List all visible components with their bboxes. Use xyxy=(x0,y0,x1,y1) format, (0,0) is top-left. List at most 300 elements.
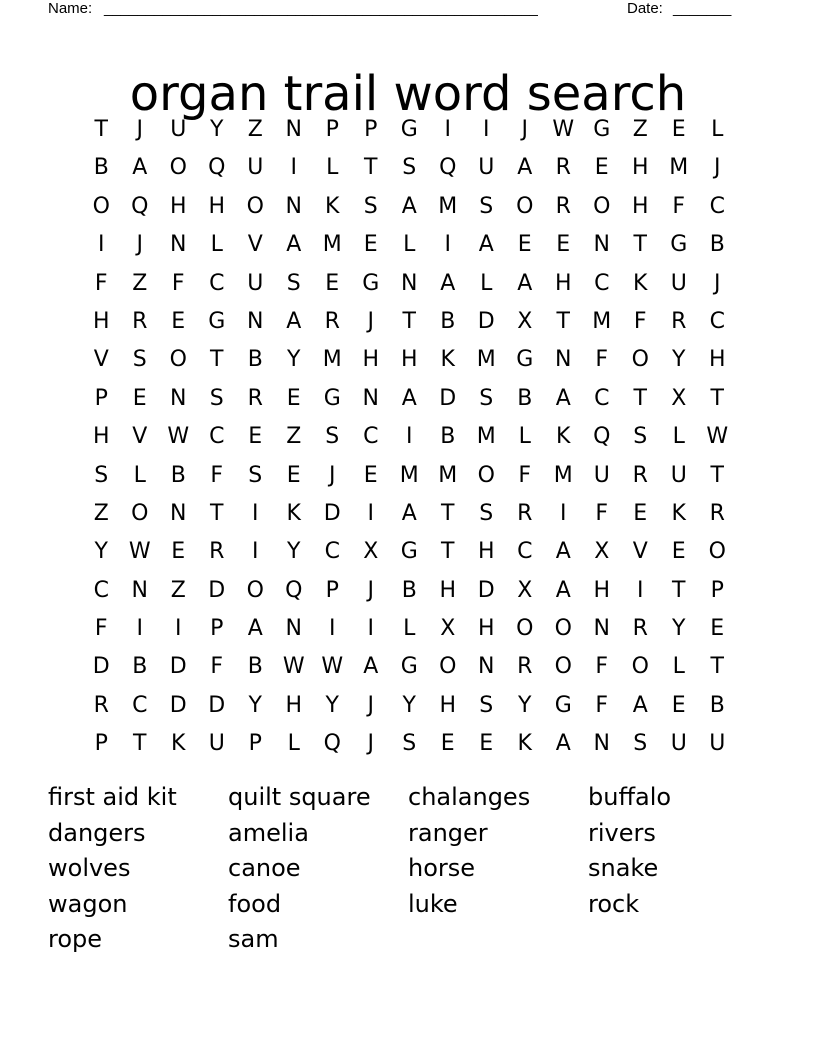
grid-letter: O xyxy=(131,500,149,526)
grid-letter: S xyxy=(633,424,648,450)
grid-letter: E xyxy=(671,117,686,142)
grid-letter: B xyxy=(170,462,186,488)
grid-letter: R xyxy=(517,654,533,680)
grid-letter: Q xyxy=(323,731,341,757)
grid-letter: Z xyxy=(93,500,109,526)
grid-letter: N xyxy=(131,577,148,603)
grid-letter: T xyxy=(402,308,416,334)
grid-letter: P xyxy=(325,117,339,142)
grid-letter: J xyxy=(714,270,721,296)
grid-letter: O xyxy=(593,193,611,219)
grid-letter: R xyxy=(93,692,109,718)
grid-letter: M xyxy=(322,347,342,373)
grid-letter: T xyxy=(210,500,224,526)
grid-letter: U xyxy=(709,731,726,757)
word-list-item: ranger xyxy=(408,818,488,847)
grid-letter: E xyxy=(171,308,186,334)
grid-letter: X xyxy=(671,385,687,411)
word-list-item: rope xyxy=(48,925,103,954)
word-list-item: snake xyxy=(588,854,659,883)
name-line: ____________________________________________________ xyxy=(104,0,538,17)
grid-letter: N xyxy=(478,654,495,680)
grid-letter: Y xyxy=(672,616,686,642)
grid-letter: M xyxy=(476,347,496,373)
grid-letter: G xyxy=(400,539,418,565)
grid-letter: N xyxy=(593,232,610,258)
grid-letter: O xyxy=(246,193,264,219)
grid-letter: G xyxy=(362,270,380,296)
grid-letter: P xyxy=(210,616,224,642)
grid-letter: S xyxy=(325,424,340,450)
grid-letter: I xyxy=(406,424,413,450)
grid-letter: E xyxy=(710,616,725,642)
grid-letter: K xyxy=(325,193,340,219)
grid-letter: K xyxy=(633,270,648,296)
grid-letter: O xyxy=(169,155,187,181)
grid-letter: P xyxy=(325,577,339,603)
grid-letter: N xyxy=(285,117,302,142)
grid-letter: S xyxy=(633,731,648,757)
grid-letter: B xyxy=(132,654,148,680)
grid-letter: J xyxy=(136,232,143,258)
grid-letter: N xyxy=(593,616,610,642)
grid-letter: I xyxy=(252,500,259,526)
word-list-item: luke xyxy=(408,889,458,918)
grid-letter: E xyxy=(479,731,494,757)
grid-letter: P xyxy=(248,731,262,757)
grid-letter: N xyxy=(170,500,187,526)
grid-letter: H xyxy=(400,347,418,373)
grid-letter: J xyxy=(329,462,336,488)
name-label: Name: xyxy=(48,0,93,17)
grid-letter: Z xyxy=(132,270,148,296)
grid-letter: E xyxy=(440,731,455,757)
grid-letter: N xyxy=(170,232,187,258)
grid-letter: C xyxy=(93,577,109,603)
grid-letter: E xyxy=(633,500,648,526)
word-list-item: buffalo xyxy=(588,783,672,811)
grid-letter: J xyxy=(136,117,143,142)
grid-letter: M xyxy=(438,462,458,488)
grid-letter: X xyxy=(517,577,533,603)
grid-letter: K xyxy=(556,424,571,450)
grid-letter: L xyxy=(326,155,339,181)
grid-letter: F xyxy=(94,616,108,642)
grid-letter: T xyxy=(710,654,724,680)
grid-letter: X xyxy=(517,308,533,334)
grid-letter: Q xyxy=(439,155,457,181)
grid-letter: D xyxy=(169,692,187,718)
word-list xyxy=(48,780,768,958)
grid-letter: F xyxy=(595,500,609,526)
grid-letter: W xyxy=(128,539,151,565)
grid-letter: R xyxy=(209,539,225,565)
date-label: Date: xyxy=(627,0,663,17)
grid-letter: M xyxy=(322,232,342,258)
grid-letter: O xyxy=(631,347,649,373)
grid-letter: J xyxy=(367,692,374,718)
grid-letter: O xyxy=(92,193,110,219)
grid-letter: A xyxy=(555,385,571,411)
word-list-item: rivers xyxy=(588,818,656,847)
grid-letter: W xyxy=(552,117,575,142)
grid-letter: H xyxy=(631,155,649,181)
grid-letter: G xyxy=(323,385,341,411)
grid-letter: B xyxy=(401,577,417,603)
grid-letter: V xyxy=(632,539,648,565)
grid-letter: K xyxy=(171,731,186,757)
grid-letter: E xyxy=(671,539,686,565)
word-list-item: food xyxy=(228,889,282,918)
grid-letter: F xyxy=(171,270,185,296)
grid-letter: E xyxy=(171,539,186,565)
word-list-item: horse xyxy=(408,854,476,883)
grid-letter: A xyxy=(363,654,379,680)
grid-letter: B xyxy=(440,424,456,450)
grid-letter: F xyxy=(672,193,686,219)
grid-letter: T xyxy=(133,731,147,757)
grid-letter: Q xyxy=(593,424,611,450)
grid-letter: L xyxy=(133,462,146,488)
grid-letter: M xyxy=(399,462,419,488)
grid-letter: Y xyxy=(325,692,339,718)
grid-letter: J xyxy=(367,731,374,757)
grid-letter: S xyxy=(479,385,494,411)
grid-letter: A xyxy=(401,500,417,526)
grid-letter: C xyxy=(363,424,379,450)
grid-letter: W xyxy=(167,424,190,450)
grid-letter: H xyxy=(477,616,495,642)
grid-letter: E xyxy=(517,232,532,258)
grid-letter: G xyxy=(670,232,688,258)
grid-letter: L xyxy=(210,232,223,258)
grid-letter: A xyxy=(286,232,302,258)
grid-letter: A xyxy=(517,270,533,296)
page-title: organ trail word search xyxy=(129,66,687,123)
grid-letter: L xyxy=(672,424,685,450)
grid-letter: U xyxy=(670,270,687,296)
grid-letter: I xyxy=(367,616,374,642)
grid-letter: H xyxy=(554,270,572,296)
grid-letter: M xyxy=(592,308,612,334)
grid-letter: A xyxy=(555,731,571,757)
grid-letter: C xyxy=(517,539,533,565)
grid-letter: E xyxy=(132,385,147,411)
grid-letter: A xyxy=(132,155,148,181)
grid-letter: D xyxy=(439,385,457,411)
grid-letter: N xyxy=(555,347,572,373)
grid-letter: I xyxy=(367,500,374,526)
grid-letter: N xyxy=(285,193,302,219)
grid-letter: A xyxy=(247,616,263,642)
grid-letter: S xyxy=(402,155,417,181)
word-list-item: chalanges xyxy=(408,783,531,811)
grid-letter: Y xyxy=(287,347,301,373)
grid-letter: U xyxy=(670,731,687,757)
word-list-item: wagon xyxy=(48,889,128,918)
grid-letter: M xyxy=(669,155,689,181)
grid-letter: O xyxy=(439,654,457,680)
grid-letter: S xyxy=(402,731,417,757)
grid-letter: D xyxy=(169,654,187,680)
grid-letter: N xyxy=(401,270,418,296)
grid-letter: K xyxy=(517,731,532,757)
grid-letter: W xyxy=(321,654,344,680)
grid-letter: U xyxy=(170,117,187,142)
grid-letter: O xyxy=(631,654,649,680)
grid-letter: A xyxy=(517,155,533,181)
grid-letter: P xyxy=(94,385,108,411)
grid-letter: B xyxy=(247,347,263,373)
grid-letter: F xyxy=(210,462,224,488)
grid-letter: E xyxy=(363,462,378,488)
header xyxy=(48,0,740,20)
grid-letter: W xyxy=(282,654,305,680)
grid-letter: U xyxy=(478,155,495,181)
grid-letter: T xyxy=(710,462,724,488)
grid-letter: S xyxy=(132,347,147,373)
grid-letter: X xyxy=(594,539,610,565)
grid-letter: I xyxy=(175,616,182,642)
grid-letter: B xyxy=(517,385,533,411)
grid-letter: R xyxy=(247,385,263,411)
grid-letter: F xyxy=(94,270,108,296)
grid-letter: E xyxy=(248,424,263,450)
grid-letter: I xyxy=(98,232,105,258)
grid-letter: M xyxy=(476,424,496,450)
grid-letter: F xyxy=(595,347,609,373)
grid-letter: L xyxy=(672,654,685,680)
grid-letter: F xyxy=(210,654,224,680)
grid-letter: T xyxy=(364,155,378,181)
grid-letter: C xyxy=(324,539,340,565)
grid-letter: S xyxy=(94,462,109,488)
grid-letter: N xyxy=(362,385,379,411)
grid-letter: G xyxy=(400,654,418,680)
word-list-item: first aid kit xyxy=(48,783,177,811)
grid-letter: O xyxy=(516,616,534,642)
grid-letter: E xyxy=(363,232,378,258)
grid-letter: F xyxy=(518,462,532,488)
grid-letter: T xyxy=(710,385,724,411)
grid-letter: H xyxy=(92,424,110,450)
grid-letter: Z xyxy=(170,577,186,603)
word-list-item: quilt square xyxy=(228,783,371,811)
word-list-item: canoe xyxy=(228,854,301,883)
grid-letter: Y xyxy=(402,692,416,718)
grid-letter: S xyxy=(286,270,301,296)
grid-letter: P xyxy=(94,731,108,757)
grid-letter: L xyxy=(711,117,724,142)
grid-letter: I xyxy=(136,616,143,642)
grid-letter: L xyxy=(403,616,416,642)
letter-grid xyxy=(82,111,737,764)
word-list-item: rock xyxy=(588,889,640,918)
grid-letter: J xyxy=(521,117,528,142)
word-list-item: wolves xyxy=(48,854,131,883)
grid-letter: O xyxy=(554,616,572,642)
grid-letter: O xyxy=(554,654,572,680)
grid-letter: H xyxy=(708,347,726,373)
grid-letter: J xyxy=(714,155,721,181)
grid-letter: H xyxy=(439,577,457,603)
grid-letter: F xyxy=(595,692,609,718)
grid-letter: U xyxy=(208,731,225,757)
grid-letter: N xyxy=(285,616,302,642)
grid-letter: R xyxy=(632,616,648,642)
grid-letter: C xyxy=(709,193,725,219)
grid-letter: S xyxy=(479,500,494,526)
grid-letter: T xyxy=(441,539,455,565)
grid-letter: P xyxy=(710,577,724,603)
grid-letter: V xyxy=(93,347,109,373)
grid-letter: E xyxy=(556,232,571,258)
grid-letter: L xyxy=(518,424,531,450)
grid-letter: K xyxy=(671,500,686,526)
grid-letter: W xyxy=(706,424,729,450)
grid-letter: I xyxy=(290,155,297,181)
grid-letter: B xyxy=(440,308,456,334)
grid-letter: V xyxy=(132,424,148,450)
grid-letter: Z xyxy=(247,117,263,142)
grid-letter: A xyxy=(632,692,648,718)
grid-letter: U xyxy=(593,462,610,488)
grid-letter: C xyxy=(594,270,610,296)
grid-letter: H xyxy=(362,347,380,373)
grid-letter: I xyxy=(637,577,644,603)
grid-letter: Q xyxy=(131,193,149,219)
grid-letter: Y xyxy=(210,117,224,142)
grid-letter: F xyxy=(633,308,647,334)
grid-letter: E xyxy=(286,385,301,411)
grid-letter: U xyxy=(247,155,264,181)
grid-letter: R xyxy=(709,500,725,526)
grid-letter: J xyxy=(367,308,374,334)
grid-letter: A xyxy=(440,270,456,296)
grid-letter: B xyxy=(709,692,725,718)
grid-letter: D xyxy=(92,654,110,680)
grid-letter: O xyxy=(708,539,726,565)
grid-letter: C xyxy=(209,270,225,296)
grid-letter: S xyxy=(209,385,224,411)
grid-letter: S xyxy=(479,193,494,219)
grid-letter: P xyxy=(364,117,378,142)
grid-letter: A xyxy=(401,385,417,411)
grid-letter: B xyxy=(247,654,263,680)
grid-letter: S xyxy=(479,692,494,718)
grid-letter: X xyxy=(440,616,456,642)
grid-letter: A xyxy=(401,193,417,219)
word-list-item: sam xyxy=(228,925,279,954)
grid-letter: T xyxy=(441,500,455,526)
grid-letter: T xyxy=(94,117,108,142)
grid-letter: C xyxy=(132,692,148,718)
grid-letter: R xyxy=(132,308,148,334)
grid-letter: E xyxy=(286,462,301,488)
grid-letter: D xyxy=(477,308,495,334)
grid-letter: R xyxy=(555,193,571,219)
grid-letter: K xyxy=(286,500,301,526)
grid-letter: T xyxy=(210,347,224,373)
grid-letter: I xyxy=(444,232,451,258)
grid-letter: D xyxy=(477,577,495,603)
grid-letter: R xyxy=(671,308,687,334)
grid-letter: E xyxy=(594,155,609,181)
grid-letter: H xyxy=(439,692,457,718)
grid-letter: C xyxy=(709,308,725,334)
grid-letter: Q xyxy=(208,155,226,181)
grid-letter: L xyxy=(480,270,493,296)
grid-letter: Y xyxy=(94,539,108,565)
grid-letter: S xyxy=(363,193,378,219)
grid-letter: C xyxy=(209,424,225,450)
grid-letter: M xyxy=(438,193,458,219)
grid-letter: H xyxy=(169,193,187,219)
grid-letter: O xyxy=(516,193,534,219)
grid-letter: Z xyxy=(286,424,302,450)
grid-letter: V xyxy=(247,232,263,258)
grid-letter: T xyxy=(633,232,647,258)
grid-letter: B xyxy=(709,232,725,258)
grid-letter: Y xyxy=(518,692,532,718)
grid-letter: I xyxy=(329,616,336,642)
grid-letter: G xyxy=(208,308,226,334)
grid-letter: Y xyxy=(672,347,686,373)
grid-letter: I xyxy=(444,117,451,142)
grid-letter: X xyxy=(363,539,379,565)
grid-letter: J xyxy=(367,577,374,603)
grid-letter: Y xyxy=(287,539,301,565)
word-list-item: dangers xyxy=(48,818,146,847)
grid-letter: D xyxy=(323,500,341,526)
grid-letter: R xyxy=(632,462,648,488)
grid-letter: O xyxy=(246,577,264,603)
grid-letter: F xyxy=(595,654,609,680)
grid-letter: T xyxy=(672,577,686,603)
grid-letter: H xyxy=(593,577,611,603)
grid-letter: A xyxy=(555,539,571,565)
word-list-item: amelia xyxy=(228,818,309,847)
grid-letter: H xyxy=(477,539,495,565)
grid-letter: D xyxy=(208,692,226,718)
grid-letter: G xyxy=(516,347,534,373)
grid-letter: H xyxy=(285,692,303,718)
grid-letter: E xyxy=(671,692,686,718)
grid-letter: A xyxy=(478,232,494,258)
grid-letter: R xyxy=(324,308,340,334)
grid-letter: N xyxy=(593,731,610,757)
grid-letter: U xyxy=(247,270,264,296)
date-line: _______ xyxy=(673,0,732,17)
grid-letter: N xyxy=(170,385,187,411)
grid-letter: T xyxy=(633,385,647,411)
grid-letter: Z xyxy=(632,117,648,142)
grid-letter: A xyxy=(555,577,571,603)
grid-letter: D xyxy=(208,577,226,603)
grid-letter: R xyxy=(517,500,533,526)
grid-letter: N xyxy=(247,308,264,334)
grid-letter: G xyxy=(554,692,572,718)
grid-letter: H xyxy=(92,308,110,334)
grid-letter: K xyxy=(440,347,455,373)
grid-letter: L xyxy=(403,232,416,258)
grid-letter: H xyxy=(631,193,649,219)
grid-letter: E xyxy=(325,270,340,296)
grid-letter: I xyxy=(252,539,259,565)
grid-letter: H xyxy=(208,193,226,219)
grid-letter: I xyxy=(560,500,567,526)
grid-letter: O xyxy=(477,462,495,488)
